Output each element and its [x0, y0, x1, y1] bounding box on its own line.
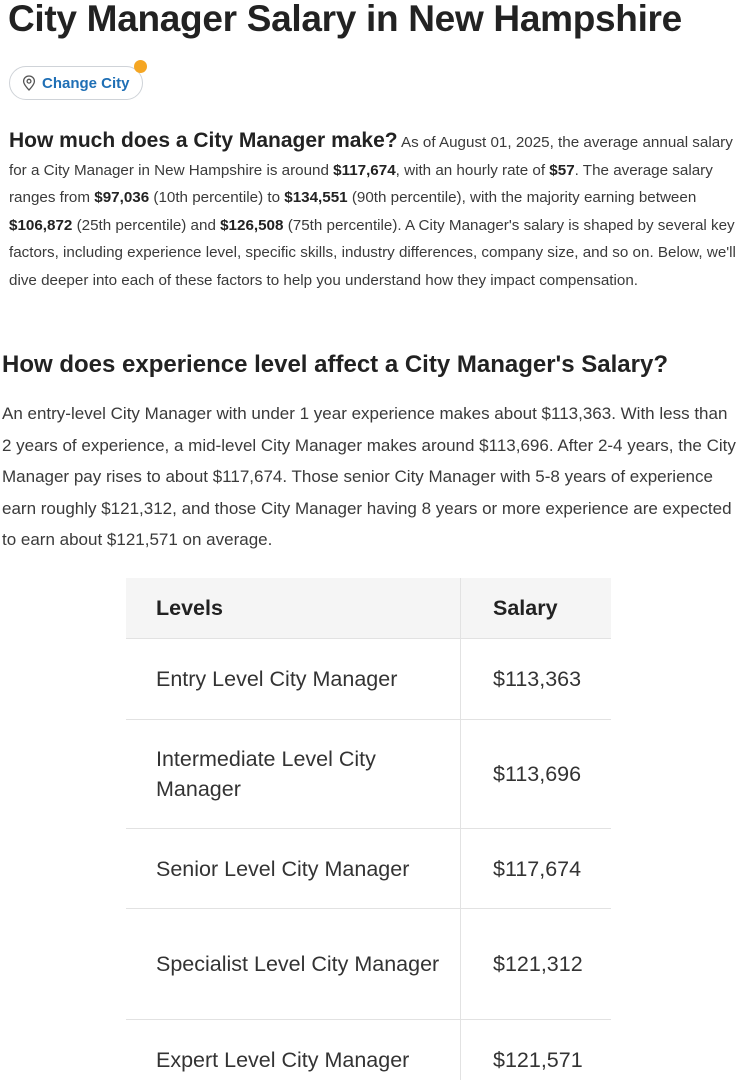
- p10-salary: $97,036: [94, 189, 150, 206]
- salary-cell: $121,312: [461, 909, 612, 1020]
- intro-text: (25th percentile) and: [72, 216, 221, 234]
- table-row: [126, 720, 611, 829]
- p25-salary: $106,872: [9, 216, 73, 234]
- level-cell: Expert Level City Manager: [126, 1020, 461, 1080]
- change-city-button[interactable]: [9, 66, 143, 100]
- table-row: [126, 639, 611, 720]
- page-title: City Manager Salary in New Hampshire: [8, 0, 682, 39]
- level-cell: Specialist Level City Manager: [126, 909, 461, 1020]
- p90-salary: $134,551: [284, 189, 348, 206]
- level-cell: Entry Level City Manager: [126, 639, 461, 720]
- salary-cell: $113,696: [461, 720, 612, 829]
- table-header-row: [126, 578, 611, 639]
- avg-salary: $117,674: [333, 161, 396, 179]
- experience-paragraph: An entry-level City Manager with under 1 year experience makes about $113,363. With less than 2 years of experience, a mid-level City Manager makes around $113,696. After 2-4 years, the City Manager pay rises to about $117,674. Those senior City Manager with 5-8 years of experience earn roughly $121,312, and those City Manager having 8 years or more experience are expected to earn about $121,571 on average.: [2, 404, 736, 549]
- intro-text: , with an hourly rate of: [395, 161, 550, 179]
- level-cell: Senior Level City Manager: [126, 829, 461, 909]
- table-row: [126, 829, 611, 909]
- table-row: [126, 1020, 611, 1080]
- salary-cell: $113,363: [461, 639, 612, 720]
- salary-cell: $117,674: [461, 829, 612, 909]
- table-row: [126, 909, 611, 1020]
- location-pin-icon: [22, 75, 36, 91]
- p75-salary: $126,508: [220, 216, 284, 234]
- intro-text: . The average salary ranges from: [9, 161, 713, 206]
- salary-cell: $121,571: [461, 1020, 612, 1080]
- salary-levels-table: [126, 578, 611, 1080]
- notification-dot: [134, 60, 147, 73]
- intro-question: How much does a City Manager make?: [9, 129, 398, 152]
- intro-paragraph: [9, 127, 739, 294]
- change-city-label: Change City: [42, 74, 130, 92]
- intro-text: (75th percentile). A City Manager's salary is shaped by several key factors, including experience level, specific skills, industry differences, company size, and so on. Below, we'll dive deeper into each of these factors to help you understand how they impact compensation.: [9, 216, 736, 289]
- level-cell: Intermediate Level City Manager: [126, 720, 461, 829]
- levels-column-header: Levels: [126, 578, 461, 639]
- intro-text: (10th percentile) to: [149, 189, 285, 206]
- intro-text: (90th percentile), with the majority earning between: [347, 189, 697, 206]
- hourly-rate: $57: [549, 161, 575, 179]
- salary-column-header: Salary: [461, 578, 612, 639]
- experience-heading: How does experience level affect a City Manager's Salary?: [2, 351, 668, 378]
- intro-text: As of August 01, 2025, the average annual salary for a City Manager in New Hampshire is around: [9, 134, 733, 179]
